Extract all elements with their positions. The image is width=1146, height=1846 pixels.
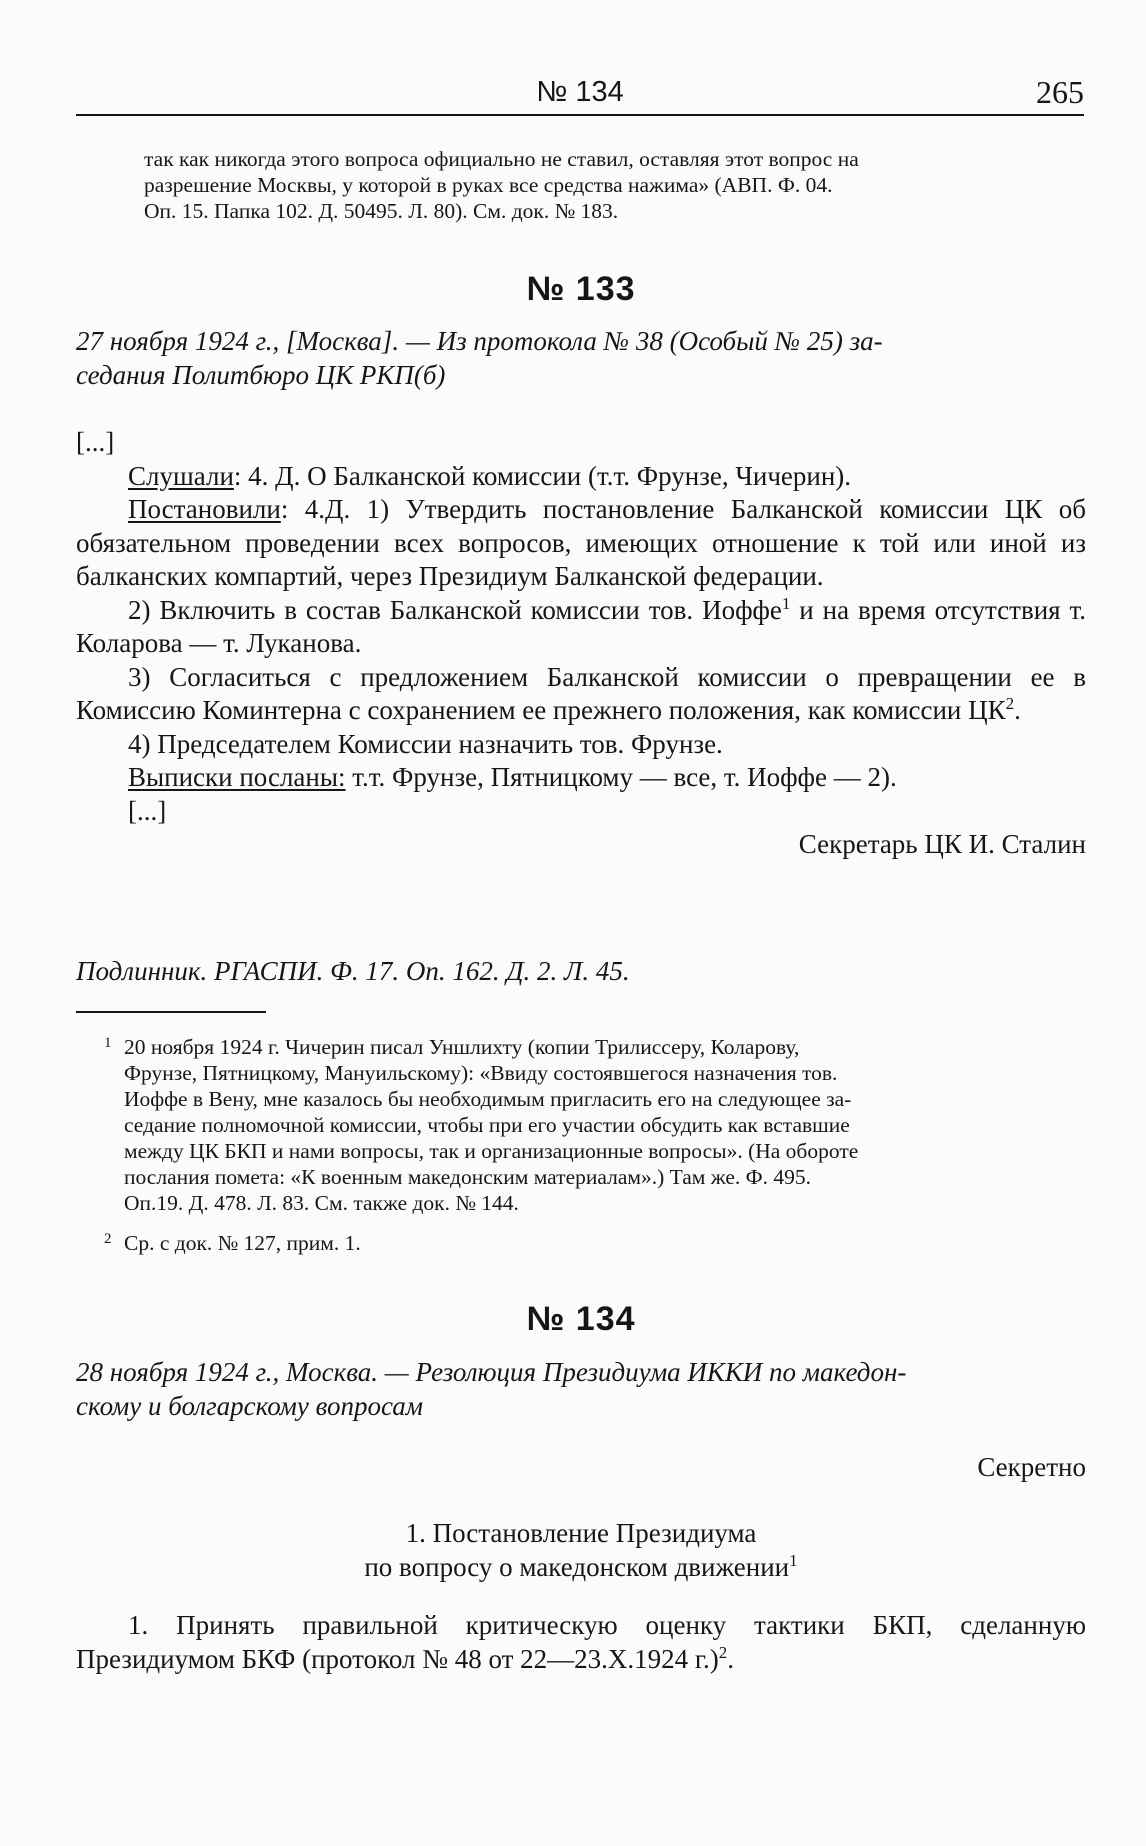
doc-134-heading-line: скому и болгарскому вопросам: [76, 1391, 424, 1421]
doc-134-body: [76, 1609, 1086, 1676]
footnote-2: 2 Ср. с док. № 127, прим. 1.: [124, 1230, 1086, 1256]
page-number: 265: [1036, 74, 1084, 110]
carryover-line: Оп. 15. Папка 102. Д. 50495. Л. 80). См. док. № 183.: [144, 199, 619, 223]
ellipsis: [...]: [128, 795, 167, 826]
item-2: 2) Включить в состав Балканской комиссии тов. Иоффе$^1$ и на время отсутствия т. Коларова — т. Луканова.: [76, 593, 1086, 658]
doc-133-body: [76, 426, 1086, 862]
footnote-ref: 1: [781, 593, 791, 613]
footnote-ref: 2: [1005, 694, 1015, 713]
sent-label: Выписки посланы:: [128, 762, 346, 792]
doc-133-number: № 133: [526, 270, 636, 308]
ellipsis: [...]: [76, 427, 115, 457]
resolution-subtitle: 1. Постановление Президиума по вопросу о македонском движении$^1$: [364, 1518, 798, 1582]
heard-text: : 4. Д. О Балканской комиссии (т.т. Фрунзе, Чичерин).: [233, 460, 852, 491]
running-head-doc-number: № 134: [536, 76, 624, 108]
doc-133-heading-line: 27 ноября 1924 г., [Москва]. — Из протокола № 38 (Особый № 25) за-: [76, 326, 883, 356]
carryover-line: так как никогда этого вопроса официально не ставил, оставляя этот вопрос на: [144, 147, 859, 171]
item-3: 3) Согласиться с предложением Балканской комиссии о превращении ее в Комиссию Коминтерна с сохранением ее прежнего положения, как комиссии $ЦК^2$.: [76, 661, 1086, 725]
doc-134-number: № 134: [526, 1300, 636, 1338]
signature: Секретарь ЦК И. Сталин: [798, 829, 1086, 859]
classification-mark: Секретно: [977, 1452, 1086, 1482]
doc-133-source: Подлинник. РГАСПИ. Ф. 17. Оп. 162. Д. 2. Л. 45.: [76, 956, 630, 986]
heard-label: Слушали: [128, 460, 234, 491]
heard-paragraph: [76, 460, 1086, 494]
footnote-1: 1 20 ноября 1924 г. Чичерин писал Уншлихту (копии Трилиссеру, Коларову, Фрунзе, Пятницкому, Мануильскому): «Ввиду состоявшегося назначения тов. Иоффе в Вену, мне казалось бы необходимым пригласить его на следующее за- седание полномочной комиссии, чтобы при его участии обсудить как вставшие между ЦК БКП и нами вопросы, так и организационные вопросы». (На обороте послания помета: «К военным македонским материалам».) Там же. Ф. 495. Оп.19. Д. 478. Л. 83. См. также док. № 144.: [124, 1034, 1086, 1216]
paragraph-1: 1. Принять правильной критическую оценку тактики БКП, сделанную Президиумом БКФ (протокол № 48 от 22—23.X.1924 г.)$^2$.: [76, 1610, 1086, 1674]
resolved-paragraph: [76, 493, 1086, 594]
doc-133-heading: [76, 324, 1086, 392]
doc-134-heading: [76, 1355, 1086, 1423]
carryover-footnote-text: [144, 146, 1086, 224]
sent-text: т.т. Фрунзе, Пятницкому — все, т. Иоффе — 2).: [345, 762, 897, 792]
footnote-mark: 2: [104, 1231, 112, 1247]
resolved-label: Постановили: [128, 494, 281, 524]
carryover-line: разрешение Москвы, у которой в руках все средства нажима» (АВП. Ф. 04.: [144, 173, 833, 197]
footnote-divider: [76, 1011, 266, 1013]
running-head: [76, 74, 1084, 116]
resolved-text: : 4.Д. 1) Утвердить постановление Балканской комиссии ЦК об обязательном проведении всех вопросов, имеющих отношение к той или иной из балканских компартий, через Президиум Балканской федерации.: [76, 494, 1086, 591]
item-4: 4) Председателем Комиссии назначить тов. Фрунзе.: [128, 728, 723, 759]
doc-133-heading-line: седания Политбюро ЦК РКП(б): [76, 360, 446, 390]
sent-paragraph: [76, 761, 1086, 795]
footnote-mark: 1: [104, 1035, 112, 1051]
footnote-ref: 2: [718, 1642, 728, 1662]
doc-134-heading-line: 28 ноября 1924 г., Москва. — Резолюция Президиума ИККИ по македон-: [76, 1357, 907, 1387]
footnote-ref: 1: [789, 1550, 798, 1570]
